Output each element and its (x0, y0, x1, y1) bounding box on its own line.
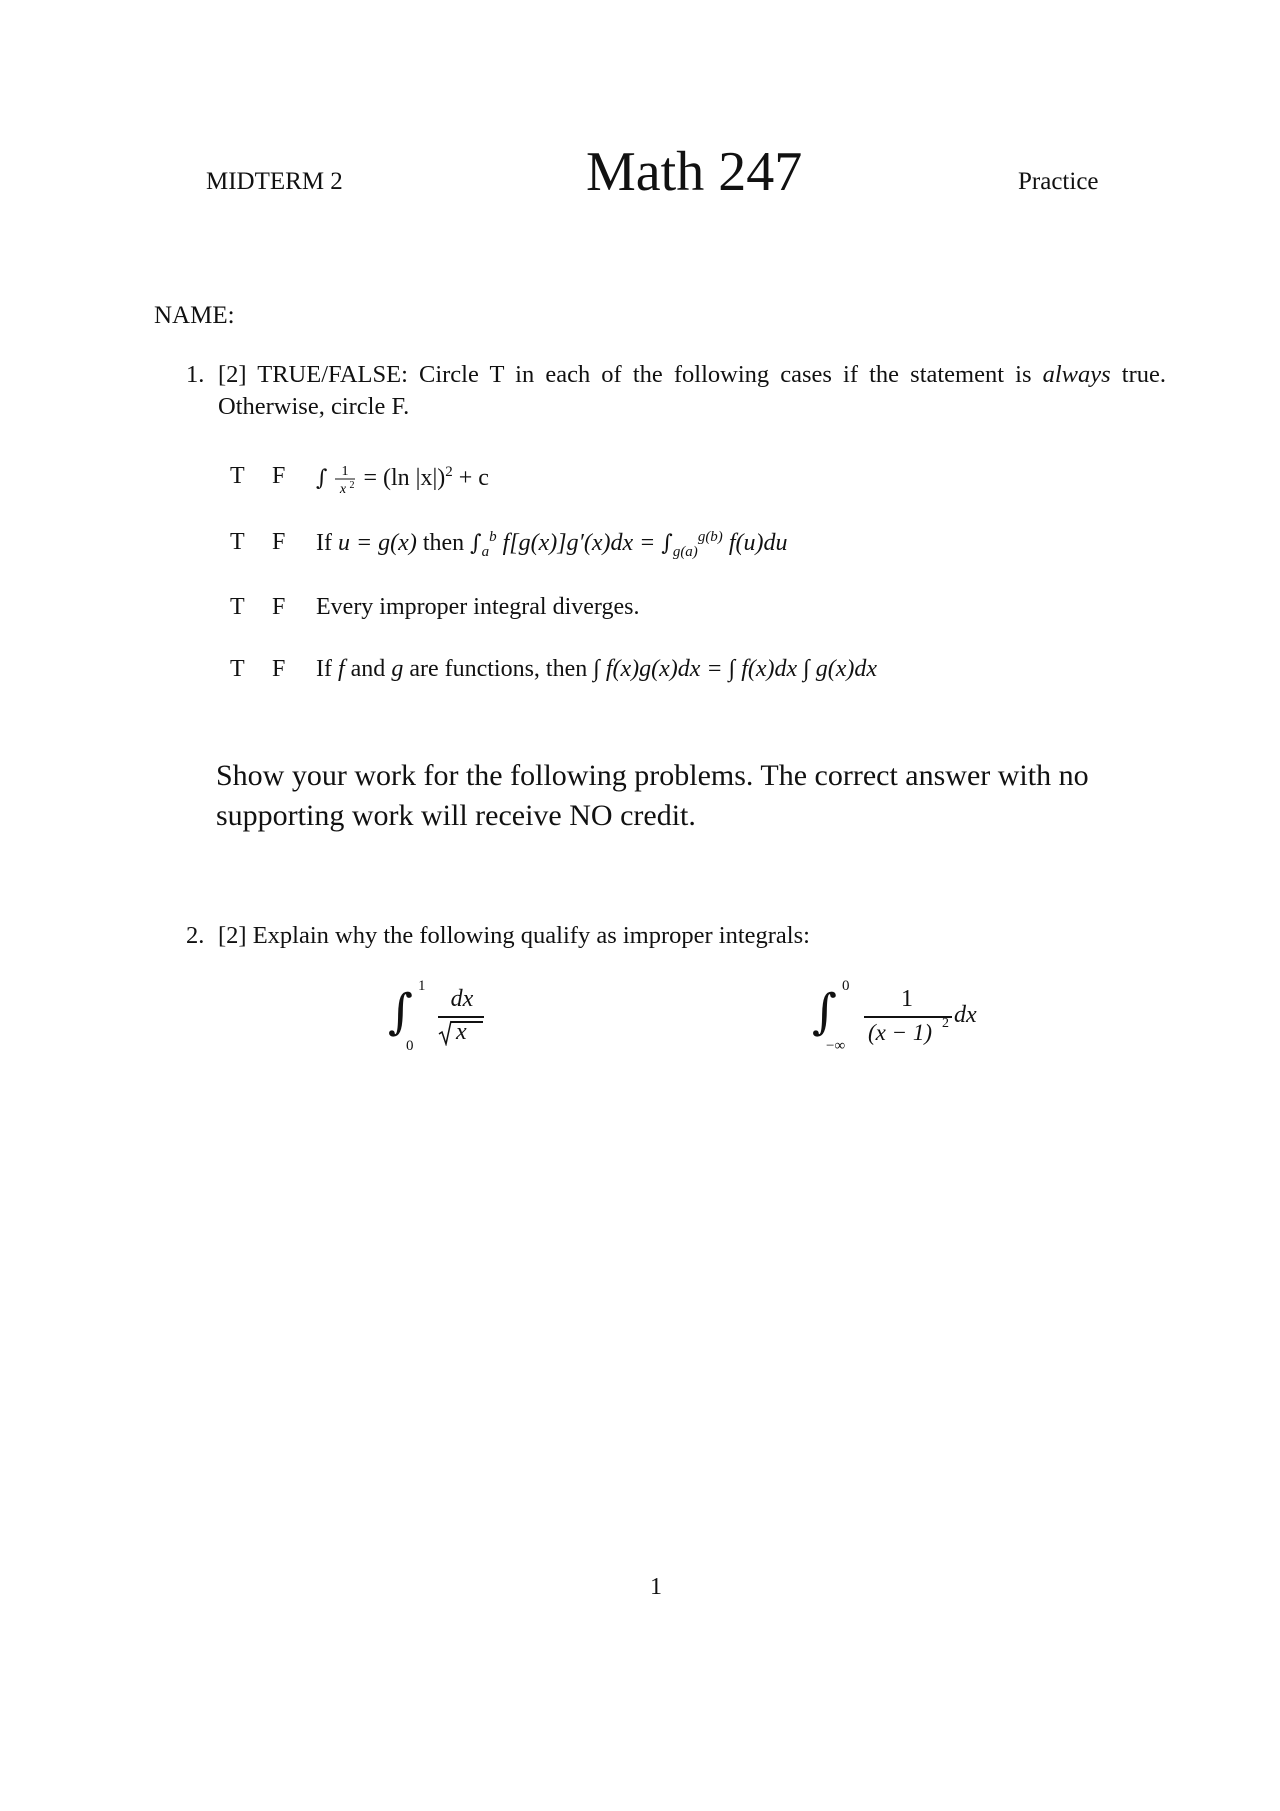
denominator: x (456, 1019, 467, 1045)
statement-4 (316, 656, 877, 683)
true-option[interactable]: T (230, 656, 245, 682)
fraction-one-over-x-squared (333, 463, 357, 497)
svg-text:x: x (340, 482, 347, 497)
integral-sign: ∫ (812, 984, 838, 1040)
variable-u: u (337, 530, 350, 556)
denominator: (x − 1) (868, 1020, 933, 1045)
page-number: 1 (650, 1574, 662, 1600)
page-title: Math 247 (586, 141, 803, 203)
lower-limit: −∞ (826, 1038, 846, 1054)
instructions-note: Show your work for the following problems. The correct answer with no supporting work will receive NO credit. (216, 759, 1089, 832)
question-points: [2] (218, 361, 247, 388)
variable-g: g (391, 656, 404, 682)
statement-4-and: and (344, 656, 392, 682)
fraction-bar (864, 1016, 952, 1018)
emphasis-word: always (1042, 361, 1111, 388)
integrand: f[g(x)]g′(x)dx = (496, 530, 662, 556)
question-number: 1. (186, 361, 205, 388)
statement-3: Every improper integral diverges. (316, 594, 640, 620)
question-1 (186, 359, 1166, 423)
statement-4-if: If (316, 656, 338, 682)
exponent: 2 (942, 1016, 949, 1031)
numerator: dx (450, 986, 474, 1012)
integral-sign: ∫ (388, 984, 414, 1040)
false-option[interactable]: F (272, 529, 286, 555)
statement-1-end: + c (452, 465, 489, 491)
integral-sign: ∫ (316, 466, 328, 491)
true-option[interactable]: T (230, 529, 245, 555)
statement-2-if: If (316, 530, 338, 556)
numerator: 1 (901, 986, 913, 1012)
false-option[interactable]: F (272, 594, 286, 620)
improper-integral-2 (812, 980, 1012, 1060)
question-number: 2. (186, 922, 205, 949)
question-1-prompt (218, 359, 1166, 423)
lower-limit: a (481, 543, 490, 560)
upper-limit: 0 (842, 978, 850, 994)
exponent: 2 (445, 464, 453, 480)
upper-limit: 1 (418, 978, 426, 994)
statement-4-text: are functions, then (403, 656, 594, 682)
variable-f: f (337, 656, 345, 682)
false-option[interactable]: F (272, 656, 286, 682)
svg-text:2: 2 (349, 480, 355, 491)
differential: dx (954, 1002, 977, 1028)
substitution: = g(x) (349, 530, 417, 556)
practice-label: Practice (1018, 168, 1099, 195)
name-label: NAME: (154, 302, 235, 329)
integrand: f(u)du (722, 530, 788, 556)
true-option[interactable]: T (230, 594, 245, 620)
integral-sign: ∫ (661, 531, 673, 556)
question-text-tail: true. Otherwise, circle F. (218, 361, 1166, 420)
false-option[interactable]: F (272, 463, 286, 489)
lower-limit: g(a) (672, 543, 698, 560)
svg-text:1: 1 (341, 464, 349, 479)
true-option[interactable]: T (230, 463, 245, 489)
statement-2-then: then (416, 530, 471, 556)
statement-1-text: = (ln |x|) (357, 465, 446, 491)
upper-limit: b (489, 529, 497, 545)
statement-4-math: ∫ f(x)g(x)dx = ∫ f(x)dx ∫ g(x)dx (593, 656, 878, 682)
exam-label: MIDTERM 2 (206, 168, 343, 195)
improper-integral-1 (388, 980, 498, 1060)
square-root-icon (438, 1020, 452, 1046)
fraction-bar (438, 1016, 484, 1018)
lower-limit: 0 (406, 1038, 414, 1054)
integral-sign: ∫ (470, 531, 482, 556)
question-text: TRUE/FALSE: Circle T in each of the following cases if the statement is (246, 361, 1043, 388)
upper-limit: g(b) (697, 529, 723, 545)
statement-1 (316, 463, 489, 497)
question-2-text: [2] Explain why the following qualify as improper integrals: (218, 922, 810, 949)
statement-2 (316, 529, 787, 561)
